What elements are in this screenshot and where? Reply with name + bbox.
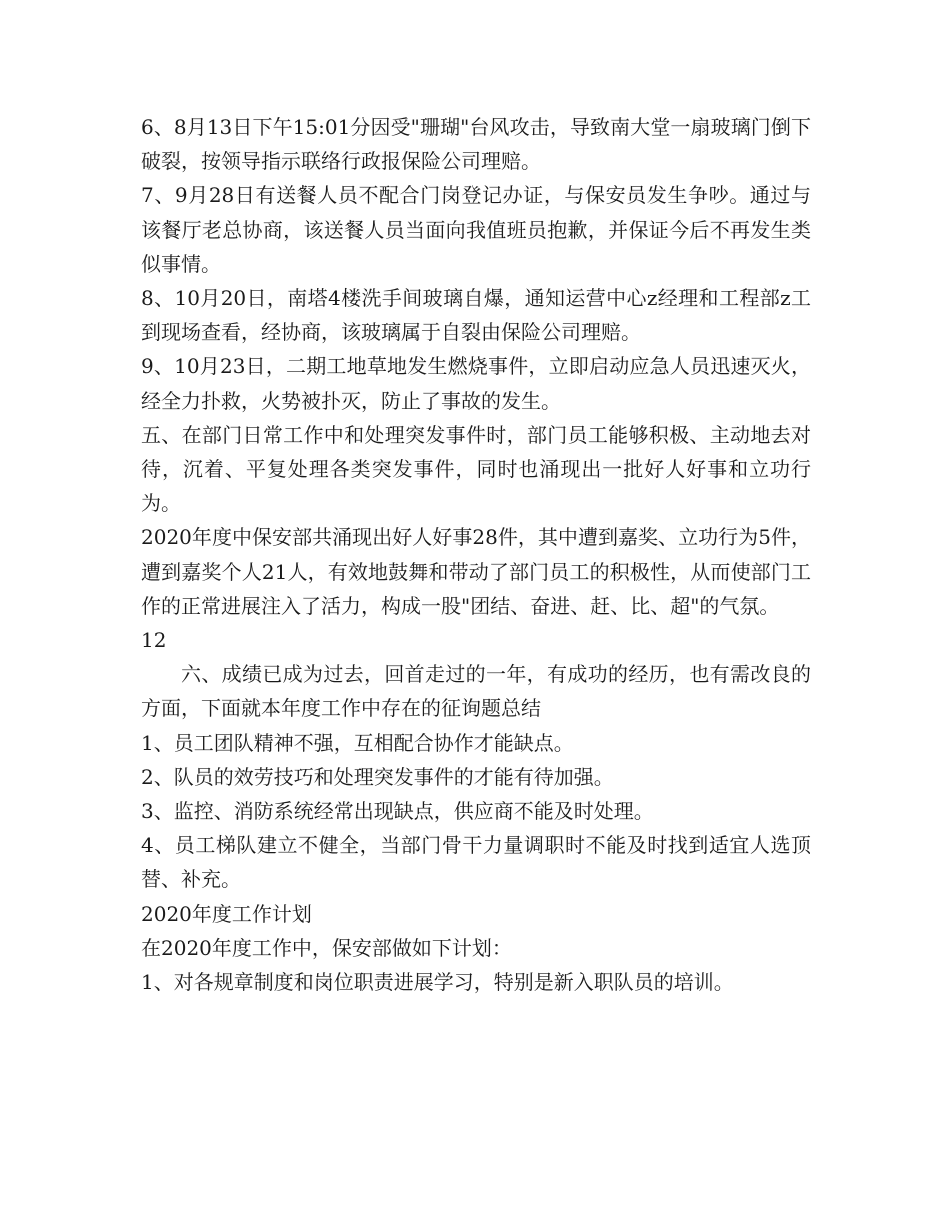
paragraph-item-9: 9、10月23日，二期工地草地发生燃烧事件，立即启动应急人员迅速灭火，经全力扑救，火势被扑灭，防止了事故的发生。 — [141, 354, 811, 413]
document-body — [141, 110, 811, 999]
problem-item-3: 3、监控、消防系统经常出现缺点，供应商不能及时处理。 — [141, 799, 654, 824]
plan-item-1: 1、对各规章制度和岗位职责进展学习，特别是新入职队员的培训。 — [141, 970, 734, 995]
page-number: 12 — [141, 628, 167, 653]
work-plan-heading: 2020年度工作计划 — [141, 901, 312, 926]
good-deeds-summary: 2020年度中保安部共涌现出好人好事28件，其中遭到嘉奖、立功行为5件，遭到嘉奖个人21人，有效地鼓舞和带动了部门员工的积极性，从而使部门工作的正常进展注入了活力，构成一股"团结、奋进、赶、比、超"的气氛。 — [141, 525, 811, 618]
section-six-paragraph: 六、成绩已成为过去，回首走过的一年，有成功的经历，也有需改良的方面，下面就本年度工作中存在的征询题总结 — [141, 662, 811, 721]
paragraph-item-8: 8、10月20日，南塔4楼洗手间玻璃自爆，通知运营中心z经理和工程部z工到现场查看，经协商，该玻璃属于自裂由保险公司理赔。 — [141, 286, 811, 345]
problem-item-2: 2、队员的效劳技巧和处理突发事件的才能有待加强。 — [141, 764, 614, 789]
paragraph-item-6: 6、8月13日下午15:01分因受"珊瑚"台风攻击，导致南大堂一扇玻璃门倒下破裂，按领导指示联络行政报保险公司理赔。 — [141, 115, 811, 174]
section-five-paragraph: 五、在部门日常工作中和处理突发事件时，部门员工能够积极、主动地去对待，沉着、平复处理各类突发事件，同时也涌现出一批好人好事和立功行为。 — [141, 422, 811, 516]
problem-item-4: 4、员工梯队建立不健全，当部门骨干力量调职时不能及时找到适宜人选顶替、补充。 — [141, 833, 811, 892]
problem-item-1: 1、员工团队精神不强，互相配合协作才能缺点。 — [141, 730, 574, 755]
work-plan-intro: 在2020年度工作中，保安部做如下计划： — [141, 935, 512, 960]
paragraph-item-7: 7、9月28日有送餐人员不配合门岗登记办证，与保安员发生争吵。通过与该餐厅老总协商，该送餐人员当面向我值班员抱歉，并保证今后不再发生类似事情。 — [141, 183, 811, 276]
